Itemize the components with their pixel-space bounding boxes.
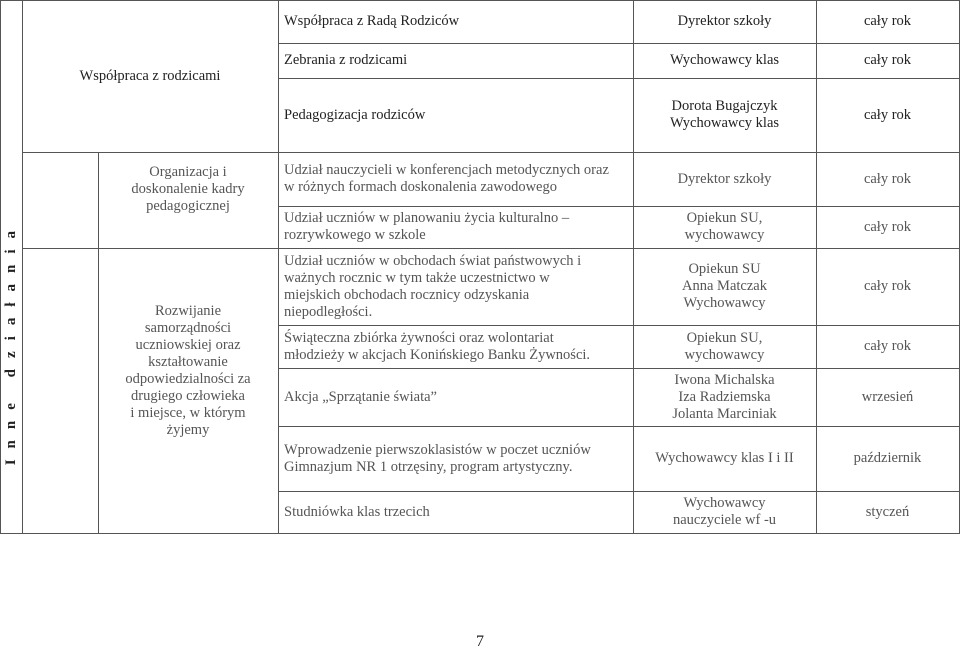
task-cell: Studniówka klas trzecich xyxy=(284,503,430,520)
deadline-cell: cały rok xyxy=(863,13,912,29)
deadline-cell: cały rok xyxy=(863,218,912,235)
task-cell: Akcja „Sprzątanie świata” xyxy=(284,388,437,405)
task-cell: Pedagogizacja rodziców xyxy=(284,106,426,123)
responsible-cell: Dyrektor szkoły xyxy=(677,170,772,187)
task-cell: Udział uczniów w obchodach świat państwowych i ważnych rocznic w tym także uczestnictwo w miejskich obchodach rocznicy odzyskania niepodległości. xyxy=(284,252,582,320)
vertical-section-label: Inne działania xyxy=(2,219,19,466)
responsible-cell: Wychowawcy klas xyxy=(669,52,780,68)
task-cell: Świąteczna zbiórka żywności oraz wolontariat młodzieży w akcjach Konińskiego Banku Żywności. xyxy=(284,329,591,363)
task-cell: Zebrania z rodzicami xyxy=(284,52,408,68)
page-number: 7 xyxy=(476,633,484,650)
deadline-cell: wrzesień xyxy=(861,388,914,405)
responsible-cell: Opiekun SU, wychowawcy xyxy=(684,210,765,243)
responsible-cell: Dyrektor szkoły xyxy=(677,13,772,29)
deadline-cell: styczeń xyxy=(865,503,910,520)
section-staff-development: Organizacja i doskonalenie kadry pedagogicznej xyxy=(131,163,245,214)
responsible-cell: Opiekun SU Anna Matczak Wychowawcy xyxy=(682,261,767,311)
responsible-cell: Wychowawcy klas I i II xyxy=(655,450,794,466)
task-cell: Udział nauczycieli w konferencjach metodycznych oraz w różnych formach doskonalenia zawodowego xyxy=(284,162,609,195)
deadline-cell: cały rok xyxy=(863,278,912,294)
deadline-cell: cały rok xyxy=(863,170,912,187)
deadline-cell: cały rok xyxy=(863,106,912,123)
deadline-cell: październik xyxy=(853,450,922,466)
task-cell: Wprowadzenie pierwszoklasistów w poczet uczniów Gimnazjum NR 1 otrzęsiny, program artystyczny. xyxy=(284,441,591,475)
task-cell: Współpraca z Radą Rodziców xyxy=(284,13,460,29)
responsible-cell: Dorota Bugajczyk Wychowawcy klas xyxy=(669,98,780,131)
section-parents: Współpraca z rodzicami xyxy=(79,67,221,84)
deadline-cell: cały rok xyxy=(863,52,912,68)
responsible-cell: Wychowawcy nauczyciele wf -u xyxy=(672,495,777,528)
task-cell: Udział uczniów w planowaniu życia kulturalno – rozrywkowego w szkole xyxy=(284,210,570,243)
responsible-cell: Opiekun SU, wychowawcy xyxy=(684,329,765,363)
deadline-cell: cały rok xyxy=(863,338,912,354)
responsible-cell: Iwona Michalska Iza Radziemska Jolanta Marciniak xyxy=(672,371,777,422)
section-student-self-government: Rozwijanie samorządności uczniowskiej oraz kształtowanie odpowiedzialności za drugiego człowieka i miejsce, w którym żyjemy xyxy=(125,302,251,438)
